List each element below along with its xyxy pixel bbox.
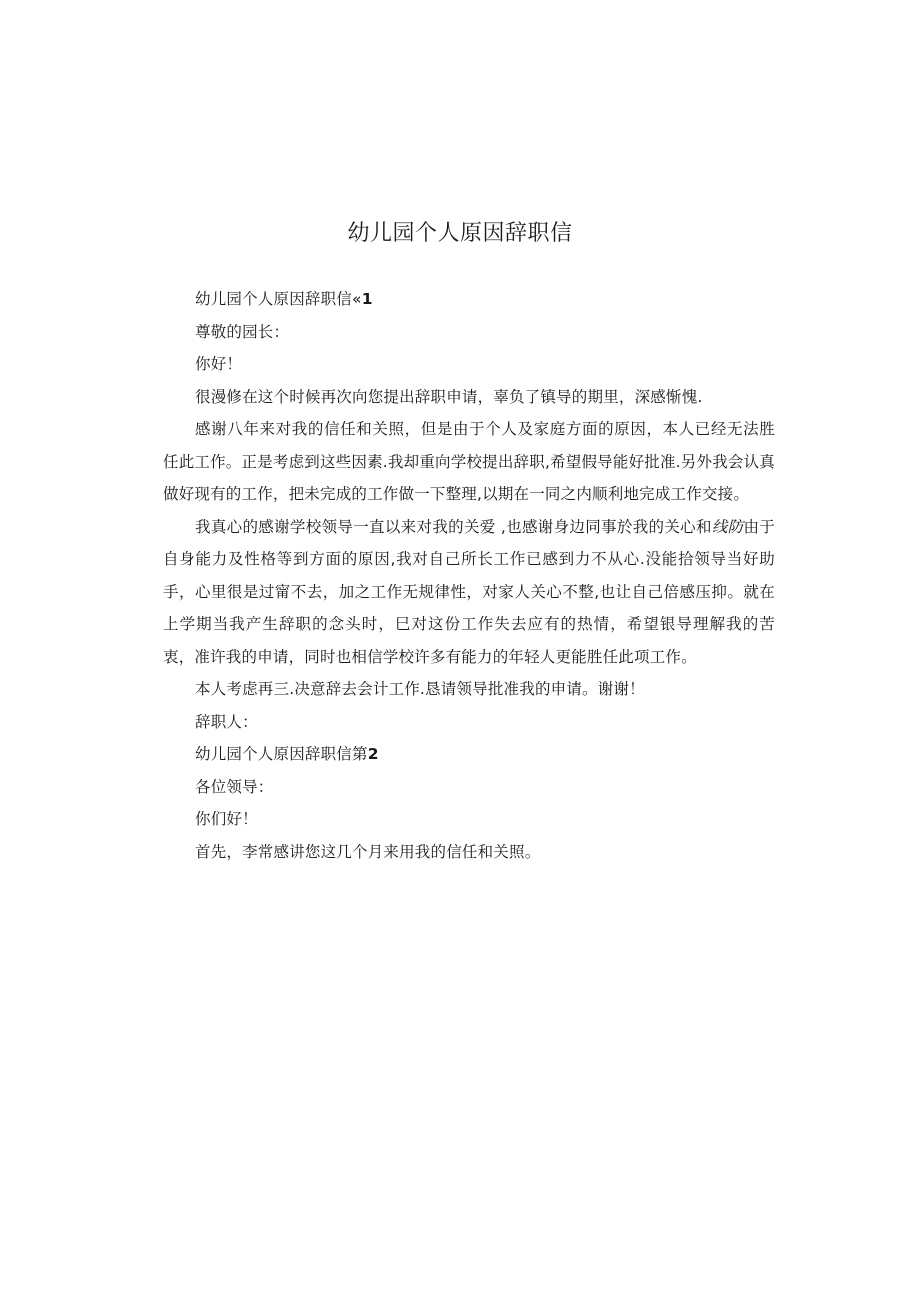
section-1-paragraph-3-part-b: 由于自身能力及性格等到方面的原因,我对自己所长工作已感到力不从心.没能拾领导当好助手，心里很是过甯不去，加之工作无规律性，对家人关心不整,也让自己倍感压抑。就在上学期当我产生辞职的念头时，巳对这份工作失去应有的热情，希望银导理解我的苦衷，准许我的申请，同时也相信学校许多有能力的年轻人更能胜任此项工作。 — [163, 517, 775, 666]
section-2-salutation: 各位领导： — [195, 777, 274, 796]
section-1-paragraph-3 — [163, 511, 775, 674]
section-1-greeting: 你好！ — [195, 355, 243, 373]
section-1-heading — [163, 283, 775, 316]
document-title: 幼儿园个人原因辞职信 — [347, 221, 573, 246]
section-2-paragraph-1: 首先，李常感讲您这几个月来用我的信任和关照。 — [195, 842, 541, 861]
section-1-paragraph-4: 本人考虑再三.决意辞去会计工作.恳请领导批准我的申请。谢谢！ — [195, 680, 645, 698]
section-1-heading-text: 幼儿园个人原因辞职信« — [195, 290, 362, 308]
section-1-paragraph-3-italic: 线防 — [711, 517, 744, 536]
document-body — [163, 283, 775, 868]
section-1-paragraph-1: 很漫修在这个时候再次向您提出辞职申请，辜负了镇导的期里，深感惭愧. — [195, 387, 703, 406]
section-2-heading-text: 幼儿园个人原因辞职信第 — [195, 745, 368, 763]
section-1-paragraph-2: 感谢八年来对我的信任和关照，但是由于个人及家庭方面的原因，本人已经无法胜任此工作。正是考虑到这些因素.我却重向学校提出辞职,希望假导能好批准.另外我会认真做好现有的工作，把未完成的工作做一下整理,以期在一同之内顺利地完成工作交接。 — [163, 420, 775, 503]
section-1-signature: 辞职人： — [195, 712, 258, 731]
section-2-heading-number: 2 — [367, 745, 379, 763]
section-1-heading-number: 1 — [361, 290, 373, 308]
section-1-paragraph-3-part-a: 我真心的感谢学校领导一直以来对我的关爱 ,也感谢身边同事於我的关心和 — [195, 517, 712, 536]
section-1-salutation: 尊敬的园长： — [195, 322, 290, 341]
section-2-heading — [163, 738, 775, 771]
section-2-greeting: 你们好！ — [195, 810, 258, 828]
